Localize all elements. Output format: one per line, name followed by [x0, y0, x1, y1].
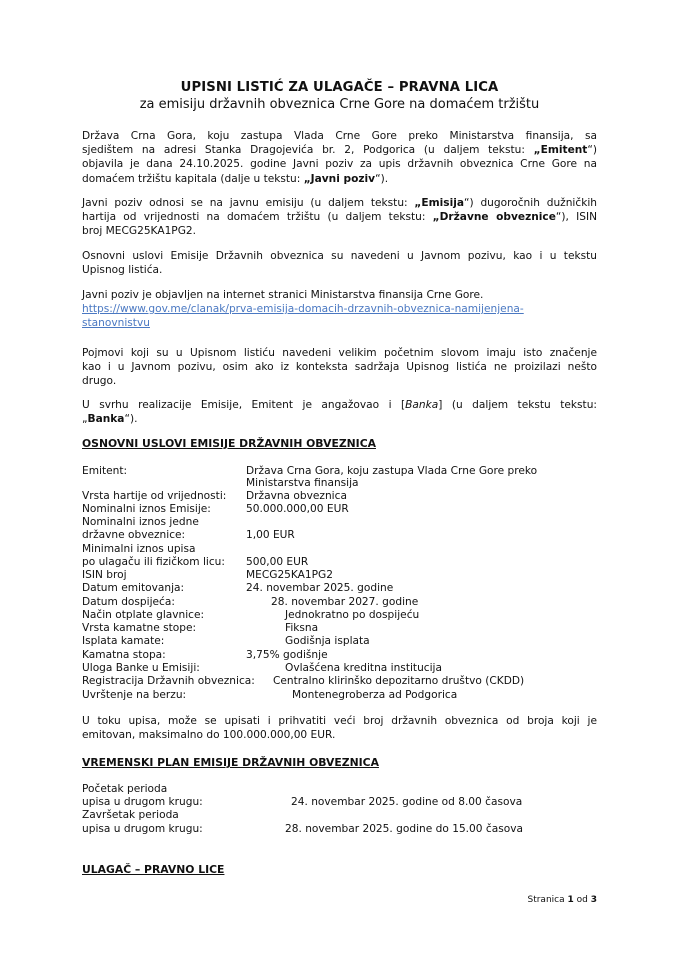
timeline-label: Početak perioda	[82, 783, 168, 795]
intro-paragraph	[82, 129, 597, 186]
section-heading-conditions: OSNOVNI USLOVI EMISIJE DRŽAVNIH OBVEZNICA	[82, 437, 376, 450]
ministry-link-continued[interactable]: stanovnistvu	[82, 317, 150, 330]
term-label: Minimalni iznos upisa	[82, 543, 196, 555]
text-line: Javni poziv je objavljen na internet stranici Ministarstva finansija Crne Gore.	[82, 289, 484, 301]
term-label: ISIN broj	[82, 569, 127, 581]
term-javni-poziv: „Javni poziv	[303, 172, 376, 185]
timeline-value: 28. novembar 2025. godine do 15.00 časova	[285, 823, 523, 835]
term-emitent: „Emitent	[533, 144, 588, 157]
term-label: Uloga Banke u Emisiji:	[82, 662, 200, 674]
timeline-label: Završetak perioda	[82, 809, 179, 821]
term-label: po ulagaču ili fizičkom licu:	[82, 556, 225, 568]
term-value: 24. novembar 2025. godine	[246, 582, 394, 594]
text-line: drugo.	[82, 375, 117, 388]
term-value: 28. novembar 2027. godine	[271, 596, 419, 608]
term-drzavne-obveznice: „Državne obveznice	[432, 211, 556, 224]
page-number: Stranica 1 od 3	[527, 895, 597, 905]
text-line: U toku upisa, može se upisati i prihvatiti veći broj državnih obveznica od broja koji je	[82, 715, 597, 727]
term-label: Datum emitovanja:	[82, 582, 185, 594]
term-label: Vrsta hartije od vrijednosti:	[82, 490, 227, 502]
term-value: 3,75% godišnje	[246, 649, 328, 661]
section-heading-investor: ULAGAČ – PRAVNO LICE	[82, 863, 225, 876]
term-banka: Banka	[87, 413, 125, 426]
term-value: Državna obveznica	[246, 490, 347, 502]
term-value: Jednokratno po dospijeću	[285, 609, 420, 621]
term-value: Ovlašćena kreditna institucija	[285, 662, 442, 674]
section-heading-timeline: VREMENSKI PLAN EMISIJE DRŽAVNIH OBVEZNICA	[82, 756, 379, 769]
oversubscription-paragraph	[82, 714, 597, 742]
text-line: kao i u Javnom pozivu, osim ako iz konteksta sadržaja Upisnog listića ne proizilazi nešto	[82, 361, 597, 374]
text-line: objavila je dana 24.10.2025. godine Javni poziv za upis državnih obveznica Crne Gore na	[82, 158, 597, 171]
timeline-value: 24. novembar 2025. godine od 8.00 časova	[291, 796, 523, 808]
term-label: Način otplate glavnice:	[82, 609, 205, 621]
term-value: Centralno klirinško depozitarno društvo (CKDD)	[273, 675, 525, 687]
term-value: Fiksna	[285, 622, 319, 634]
term-value: 500,00 EUR	[246, 556, 309, 568]
term-label: Kamatna stopa:	[82, 649, 166, 661]
publication-paragraph	[82, 288, 597, 331]
term-label: Uvrštenje na berzu:	[82, 689, 187, 701]
text-line: hartija od vrijednosti na domaćem tržištu (u daljem tekstu: „Državne obveznice“), ISIN	[82, 211, 597, 224]
term-value: Ministarstva finansija	[246, 477, 359, 489]
text-line: „Banka“).	[82, 413, 138, 426]
term-label: Vrsta kamatne stope:	[82, 622, 197, 634]
text-line: U svrhu realizacije Emisije, Emitent je angažovao i [Banka] (u daljem tekstu tekstu:	[82, 399, 597, 411]
text-line: emitovan, maksimalno do 100.000.000,00 EUR.	[82, 729, 336, 742]
text-line: broj MECG25KA1PG2.	[82, 225, 197, 238]
bank-paragraph	[82, 398, 597, 426]
text-line: Pojmovi koji su u Upisnom listiću navedeni velikim početnim slovom imaju isto značenje	[82, 347, 597, 359]
term-label: Registracija Državnih obveznica:	[82, 675, 255, 687]
term-label: državne obveznice:	[82, 529, 186, 541]
term-value: Država Crna Gora, koju zastupa Vlada Crne Gore preko	[246, 465, 538, 477]
document-subtitle: za emisiju državnih obveznica Crne Gore na domaćem tržištu	[139, 97, 540, 112]
term-value: Godišnja isplata	[285, 635, 370, 647]
term-emisija: „Emisija	[414, 197, 465, 209]
term-label: Nominalni iznos Emisije:	[82, 503, 211, 515]
ministry-link[interactable]: https://www.gov.me/clanak/prva-emisija-domacih-drzavnih-obveznica-namijenjena-	[82, 303, 524, 316]
timeline-label: upisa u drugom krugu:	[82, 796, 203, 808]
timeline-label: upisa u drugom krugu:	[82, 823, 203, 835]
text-line: Osnovni uslovi Emisije Državnih obveznica su navedeni u Javnom pozivu, kao i u tekstu	[82, 250, 597, 262]
text-line: sjedištem na adresi Stanka Dragojevića br. 2, Podgorica (u daljem tekstu: „Emitent“)	[82, 144, 597, 157]
term-label: Nominalni iznos jedne	[82, 516, 199, 528]
emission-paragraph	[82, 196, 597, 239]
text-line: domaćem tržištu kapitala (dalje u tekstu: „Javni poziv“).	[82, 172, 389, 185]
text-line: Upisnog listića.	[82, 264, 163, 277]
term-value: 1,00 EUR	[246, 529, 295, 541]
conditions-paragraph	[82, 249, 597, 277]
terms-meaning-paragraph	[82, 346, 597, 389]
text-line: Država Crna Gora, koju zastupa Vlada Crne Gore preko Ministarstva finansija, sa	[82, 130, 597, 142]
term-label: Datum dospijeća:	[82, 596, 175, 608]
bank-placeholder: Banka	[405, 399, 439, 411]
document-title: UPISNI LISTIĆ ZA ULAGAČE – PRAVNA LICA	[180, 80, 499, 95]
term-label: Emitent:	[82, 465, 128, 477]
term-value: 50.000.000,00 EUR	[246, 503, 349, 515]
term-label: Isplata kamate:	[82, 635, 165, 647]
term-value: MECG25KA1PG2	[246, 569, 334, 581]
text-line: Javni poziv odnosi se na javnu emisiju (u daljem tekstu: „Emisija“) dugoročnih dužničkih	[82, 197, 597, 209]
term-value: Montenegroberza ad Podgorica	[292, 689, 458, 701]
